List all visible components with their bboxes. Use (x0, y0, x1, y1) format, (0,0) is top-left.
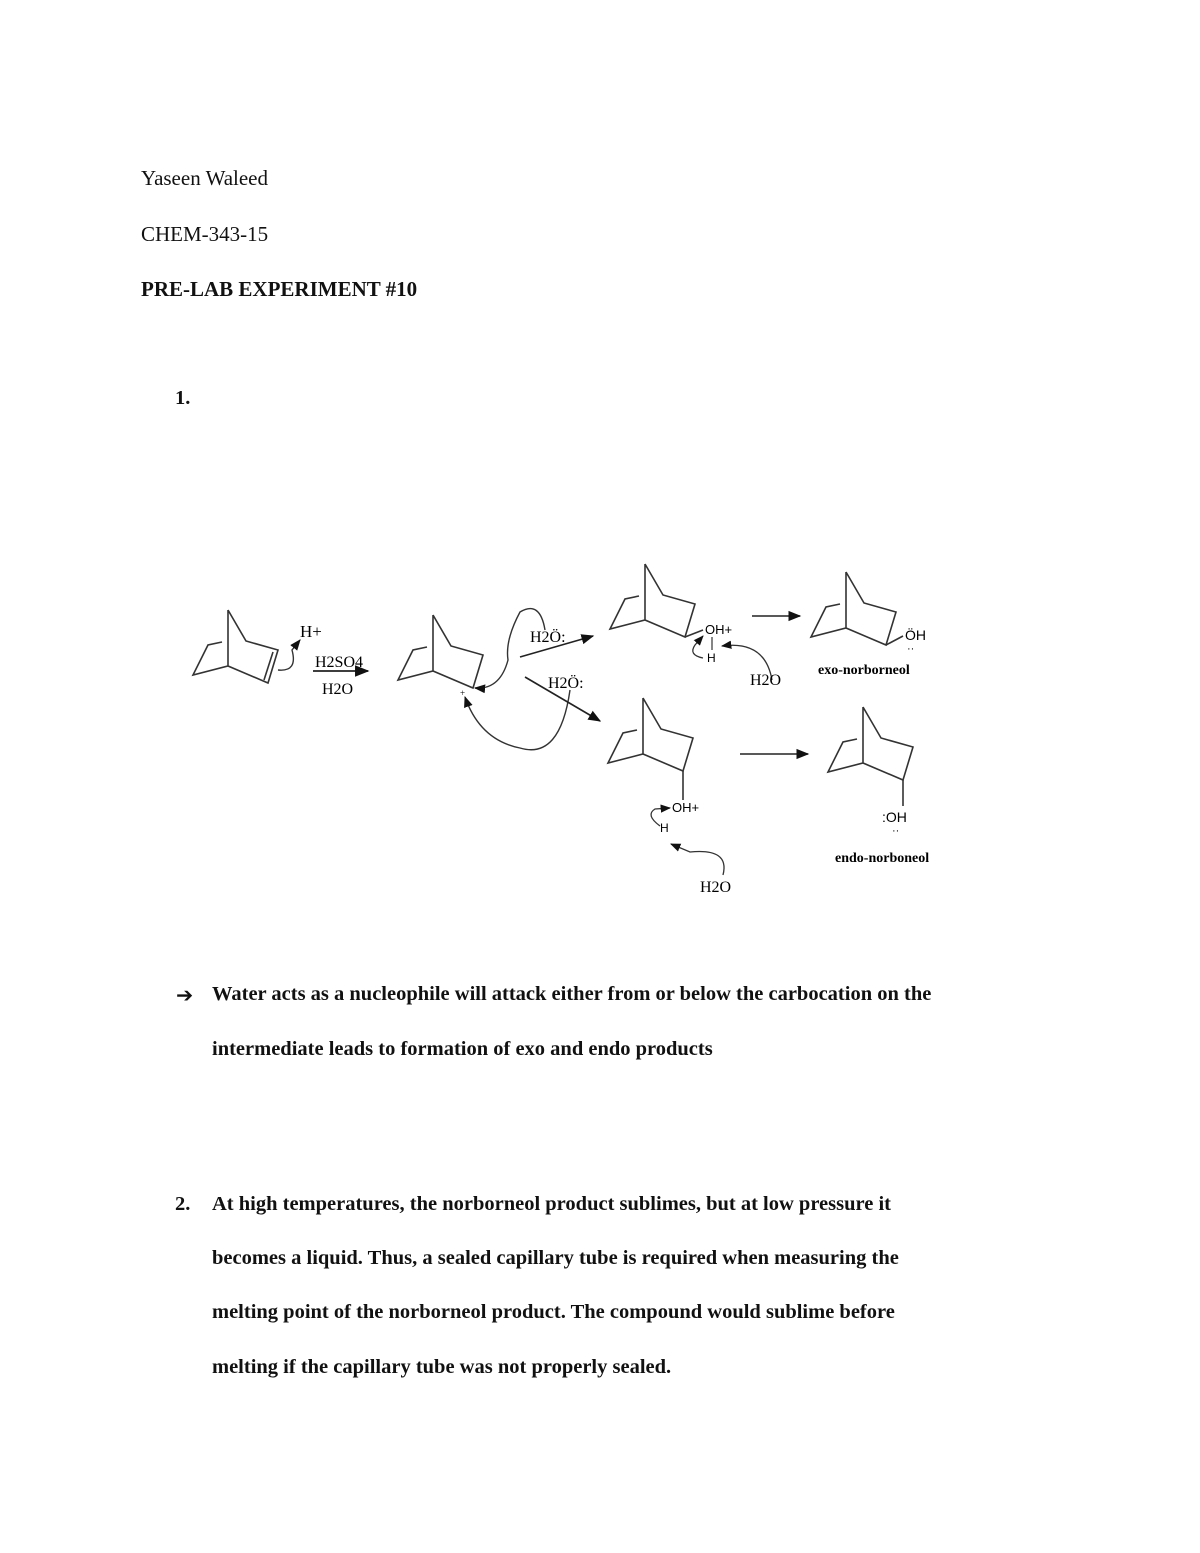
q2-answer-line-3: melting point of the norborneol product. The compound would sublime before (212, 1301, 895, 1323)
right-arrow-icon: ➔ (176, 985, 194, 1007)
endo-norborneol-structure (828, 707, 913, 780)
course-code: CHEM-343-15 (141, 222, 269, 246)
exo-oh-label: ÖH (905, 627, 926, 643)
endo-oh-label: :OH (882, 809, 907, 825)
h-plus-label: H+ (300, 622, 322, 641)
water-nucleophile-top: H2Ö: (530, 629, 566, 646)
norbornene-structure (193, 610, 278, 683)
reaction-mechanism-diagram (0, 540, 1200, 920)
curved-arrow-top-attack (475, 609, 545, 689)
q2-answer-line-2: becomes a liquid. Thus, a sealed capillary tube is required when measuring the (212, 1247, 899, 1269)
exo-oxonium-label: OH+ (705, 622, 733, 637)
carbocation-intermediate (398, 615, 483, 688)
q1-answer-line-2: intermediate leads to formation of exo and endo products (212, 1038, 713, 1060)
q2-answer-line-1: At high temperatures, the norborneol product sublimes, but at low pressure it (212, 1193, 891, 1215)
endo-water-label: H2O (700, 879, 732, 896)
q1-answer-line-1: Water acts as a nucleophile will attack either from or below the carbocation on the (212, 983, 932, 1005)
document-title: PRE-LAB EXPERIMENT #10 (141, 277, 418, 301)
exo-oxonium-h: H (707, 651, 716, 665)
endo-norborneol-label: endo-norboneol (835, 851, 930, 866)
curved-arrow-bottom-attack (465, 690, 570, 750)
exo-water-label: H2O (750, 672, 782, 689)
curved-arrow-protonation (278, 640, 300, 670)
reagent-bottom-label: H2O (322, 681, 354, 698)
carbocation-plus-sign: + (460, 688, 466, 698)
exo-oxonium-intermediate (610, 564, 695, 637)
endo-oxonium-label: OH+ (672, 800, 700, 815)
author-name: Yaseen Waleed (141, 166, 269, 190)
q2-answer-line-4: melting if the capillary tube was not properly sealed. (212, 1356, 672, 1378)
exo-norborneol-label: exo-norborneol (818, 663, 910, 678)
reagent-top-label: H2SO4 (315, 654, 364, 671)
exo-norborneol-structure (811, 572, 896, 645)
endo-oxonium-h: H (660, 821, 669, 835)
svg-text:··: ·· (907, 643, 915, 655)
svg-text:··: ·· (892, 825, 900, 837)
question-1-number: 1. (175, 387, 191, 409)
water-nucleophile-bottom: H2Ö: (548, 675, 584, 692)
endo-oxonium-intermediate (608, 698, 693, 771)
question-2-number: 2. (175, 1193, 191, 1215)
